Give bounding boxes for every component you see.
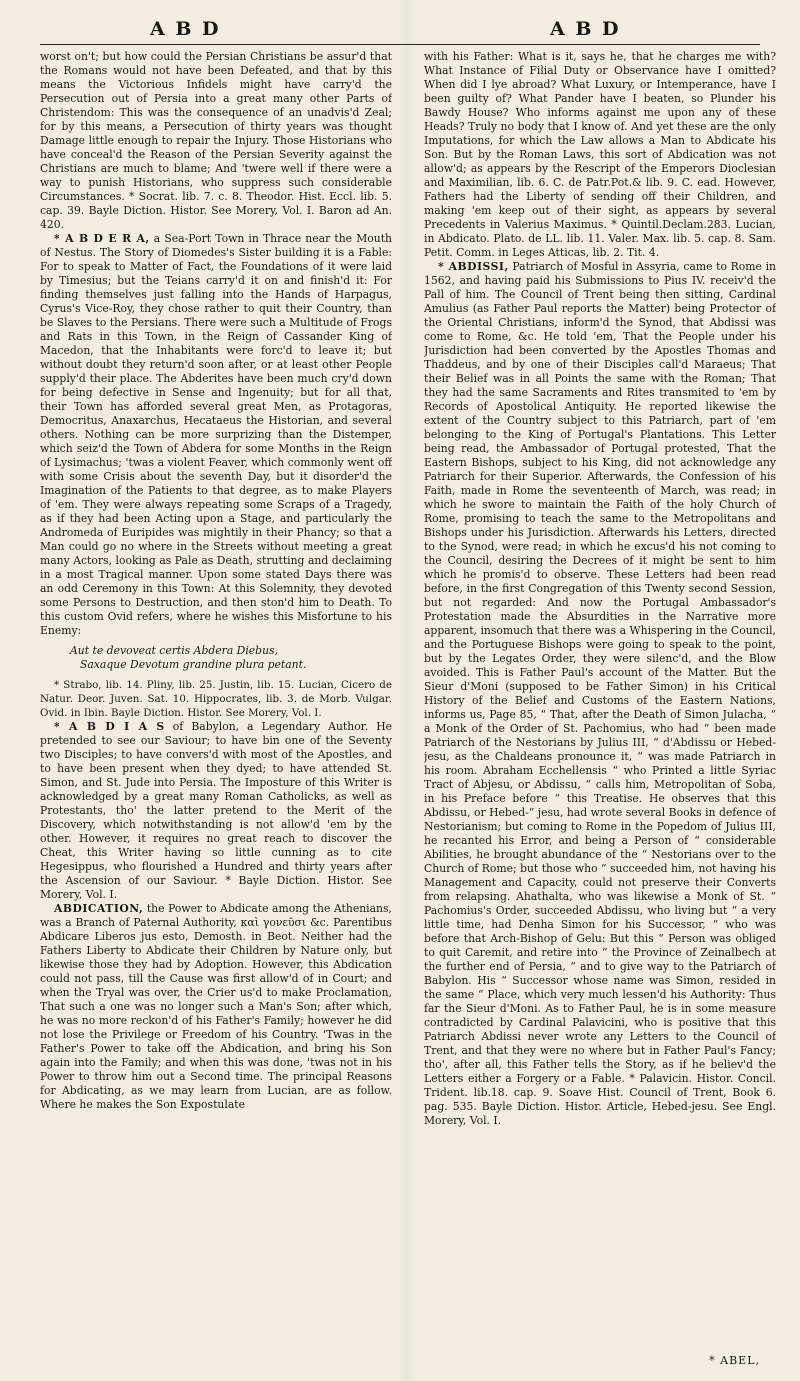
entry-abdissi-text: Patriarch of Mosful in Assyria, came to Rome in 1562, and having paid his Submissions to Pius IV. receiv'd the Pall of him. The Council of Trent being then sitting, Cardinal Amulius (as Father Paul reports the Matter) being Protector of the Oriental Christians, inform'd the Synod, that Abdissi was come to Rome, &c. He told 'em, That the People under his Jurisdiction had been converted by the Apostles Thomas and Thaddeus, and by one of their Disciples call'd Maraeus; That their Belief was in all Points the same with the Roman; That they had the same Sacraments and Rites transmited to 'em by Records of Apostolical Antiquity. He reported likewise the extent of the Country subject to this Patriarch, part of 'em belonging to the King of Portugal's Plantations. This Letter being read, the Ambassador of Portugal protested, That the Eastern Bishops, subject to his King, did not acknowledge any Patriarch for their Superior. Afterwards, the Confession of his Faith, made in Rome the seventeenth of March, was read; in which he swore to maintain the Faith of the holy Church of Rome, promising to teach the same to the Metropolitans and Bishops under his Jurisdiction. Afterwards his Letters, directed to the Synod, were read; in which he excus'd his not coming to the Council, desiring the Decrees of it might be sent to him which he promis'd to observe. These Letters had been read before, in the first Congregation of this Twenty second Session, but not regarded: And now the Portugal Ambassador's Protestation made the Absurdities in the Narrative more apparent, insomuch that there was a Whispering in the Council, and the Portuguese Bishops were going to speak to the point, but by the Legates Order, they were silenc'd, and the Blow avoided. This is Father Paul's account of the Matter. But the Sieur d'Moni (supposed to be Father Simon) in his Critical History of the Belief and Customs of the Eastern Nations, informs us, Page 85, “ That, after the Death of Simon Julacha, “ a Monk of the Order of St. Pachomius, who had “ been made Patriarch of the Nestorians by Julius III, “ d'Abdissu or Hebed-jesu, as the Chaldeans pronounce it, “ was made Patriarch in his room. Abraham Ecchellensis “ who Printed a little Syriac Tract of Abjesu, or Abdissu, “ calls him, Metropolitan of Soba, in his Preface before “ this Treatise. He observes that this Abdissu, or Hebed-“ jesu, had wrote several Books in defence of Nestorianism; but coming to Rome in the Popedom of Julius III, he recanted his Error, and being a Person of “ considerable Abilities, he brought abundance of the “ Nestorians over to the Church of Rome; but those who “ succeeded him, not having his Management and Capacity, could not preserve their Converts from relapsing. Ahathalta, who was likewise a Monk of St. “ Pachomius's Order, succeeded Abdissu, who living but “ a very little time, had Denha Simon for his Successor, “ who was before that Arch-Bishop of Gelu: But this “ Person was obliged to quit Caremit, and retire into “ the Province of Zeinalbech at the further end of Persia, “ and to give way to the Patriarch of Babylon. His “ Successor whose name was Simon, resided in the same “ Place, which very much lessen'd his Authority: Thus far the Sieur d'Moni. As to Father Paul, he is in some measure contradicted by Cardinal Palavicini, who is positive that this Patriarch Abdissi never wrote any Letters to the Council of Trent, and that they were no where but in Father Paul's Fancy; tho', after all, this Father tells the Story, as if he believ'd the Letters either a Forgery or a Fable. * Palavicin. Histor. Concil. Trident. lib.18. cap. 9. Soave Hist. Council of Trent, Book 6. pag. 535. Bayle Diction. Histor. Article, Hebed-jesu. See Engl. Morery, Vol. I. <box>424 260 776 1127</box>
entry-abdera-text: a Sea-Port Town in Thrace near the Mouth of Nestus. The Story of Diomedes's Sister building it is a Fable: For to speak to Matter of Fact, the Foundations of it were laid by Timesius; but the Teians carry'd it on and finish'd it: For finding themselves just falling into the Hands of Harpagus, Cyrus's Vice-Roy, they chose rather to quit their Country, than be Slaves to the Persians. There were such a Multitude of Frogs and Rats in this Town, in the Reign of Cassander King of Macedon, that the Inhabitants were forc'd to leave it; but without doubt they return'd soon after, or at least other People supply'd their place. The Abderites have been much cry'd down for being defective in Sense and Ingenuity; but for all that, their Town has afforded several great Men, as Protagoras, Democritus, Anaxarchus, Hecataeus the Historian, and several others. Nothing can be more surprizing than the Distemper, which seiz'd the Town of Abdera for some Months in the Reign of Lysimachus; 'twas a violent Feaver, which commonly went off with some Crisis about the seventh Day, but it disorder'd the Imagination of the Patients to that degree, as to make Players of 'em. They were always repeating some Scraps of a Tragedy, as if they had been Acting upon a Stage, and particularly the Andromeda of Euripides was mightily in their Phancy; so that a Man could go no where in the Streets without meeting a great many Actors, looking as Pale as Death, strutting and declaiming in a most Tragical manner. Upon some stated Days there was an odd Ceremony in this Town: At this Solemnity, they devoted some Persons to Destruction, and then ston'd him to Death. To this custom Ovid refers, where he wishes this Misfortune to his Enemy: <box>40 232 392 637</box>
headword-abdias: * A B D I A S <box>54 720 165 733</box>
entry-abdias-text: of Babylon, a Legendary Author. He pretended to see our Saviour; to have bin one of the Seventy two Disciples; to have convers'd with most of the Apostles, and to have been present when they dyed; to have attended St. Simon, and St. Jude into Persia. The Imposture of this Writer is acknowledged by a great many Roman Catholicks, as well as Protestants, tho' the latter pretend to the Merit of the Discovery, which notwithstanding is not allow'd 'em by the other. However, it requires no great reach to discover the Cheat, this Writer having so little cunning as to cite Hegesippus, who flourished a Hundred and thirty years after the Ascension of our Saviour. * Bayle Diction. Histor. See Morery, Vol. I. <box>40 720 392 901</box>
gutter-shadow <box>398 0 416 1381</box>
ovid-verse <box>70 644 392 672</box>
left-column <box>40 50 392 1368</box>
headword-abdissi: * ABDISSI, <box>438 260 509 273</box>
persecution-paragraph: worst on't; but how could the Persian Christians be assur'd that the Romans would not have been Defeated, and that by this means the Victorious Infidels might have carry'd the Persecution out of Persia into a great many other Parts of Christendom: This was the consequence of an unadvis'd Zeal; for by this means, a Persecution of thirty years was thought Damage little enough to repair the Injury. Those Historians who have conceal'd the Reason of the Persian Severity against the Christians are much to blame; And 'twere well if there were a way to punish Historians, who suppress such considerable Circumstances. * Socrat. lib. 7. c. 8. Theodor. Hist. Eccl. lib. 5. cap. 39. Bayle Diction. Histor. See Morery, Vol. I. Baron ad An. 420. <box>40 50 392 231</box>
verse-line-2: Saxaque Devotum grandine plura petant. <box>80 658 307 671</box>
entry-abdication-text: the Power to Abdicate among the Athenians, was a Branch of Paternal Authority, καὶ γονεῦσι &c. Parentibus Abdicare Liberos jus esto, Demosth. in Beot. Neither had the Fathers Liberty to Abdicate their Children by Nature only, but likewise those they had by Adoption. However, this Abdication could not pass, till the Cause was first allow'd of in Court; and when the Tryal was over, the Crier us'd to make Proclamation, That such a one was no longer such a Man's Son; after which, he was no more reckon'd of his Father's Family; however he did not lose the Privilege or Freedom of his Country. 'Twas in the Father's Power to take off the Abdication, and bring his Son again into the Family; and when this was done, 'twas not in his Power to throw him out a Second time. The principal Reasons for Abdicating, as we may learn from Lucian, are as follow. Where he makes the Son Expostulate <box>40 902 392 1111</box>
headword-abdication: ABDICATION, <box>54 902 144 915</box>
running-head <box>40 14 760 45</box>
verse-line-1: Aut te devoveat certis Abdera Diebus, <box>70 644 279 657</box>
headword-abdera: * A B D E R A, <box>54 232 150 245</box>
right-column <box>424 50 776 1368</box>
running-head-left: A B D <box>150 18 221 40</box>
abdication-continued: with his Father: What is it, says he, that he charges me with? What Instance of Filial Duty or Observance have I omitted? When did I lye abroad? What Luxury, or Intemperance, have I been guilty of? What Pander have I beaten, so Plunder his Bawdy House? Who informs against me upon any of these Heads? Truly no body that I know of. And yet these are the only Imputations, for which the Law allows a Man to Abdicate his Son. But by the Roman Laws, this sort of Abdication was not allow'd; as appears by the Rescript of the Emperors Dioclesian and Maximilian, lib. 6. C. de Patr.Pot.& lib. 9. C. ead. However, Fathers had the Liberty of sending off their Children, and making 'em keep out of their sight, as appears by several Precedents in Valerius Maximus. * Quintil.Declam.283. Lucian, in Abdicato. Plato. de LL. lib. 11. Valer. Max. lib. 5. cap. 8. Sam. Petit. Comm. in Leges Atticas, lib. 2. Tit. 4. <box>424 50 776 259</box>
abdera-references: * Strabo, lib. 14. Pliny, lib. 25. Justin, lib. 15. Lucian, Cicero de Natur. Deor. Juven. Sat. 10. Hippocrates, lib. 3. de Morb. Vulgar. Ovid. in Ibin. Bayle Diction. Histor. See Morery, Vol. I. <box>40 679 392 719</box>
entry-abdias <box>40 720 392 902</box>
entry-abdissi <box>424 260 776 1128</box>
entry-abdera <box>40 232 392 638</box>
entry-abdication <box>40 902 392 1112</box>
running-head-right: A B D <box>550 18 621 40</box>
catchword: * ABEL, <box>709 1354 760 1367</box>
